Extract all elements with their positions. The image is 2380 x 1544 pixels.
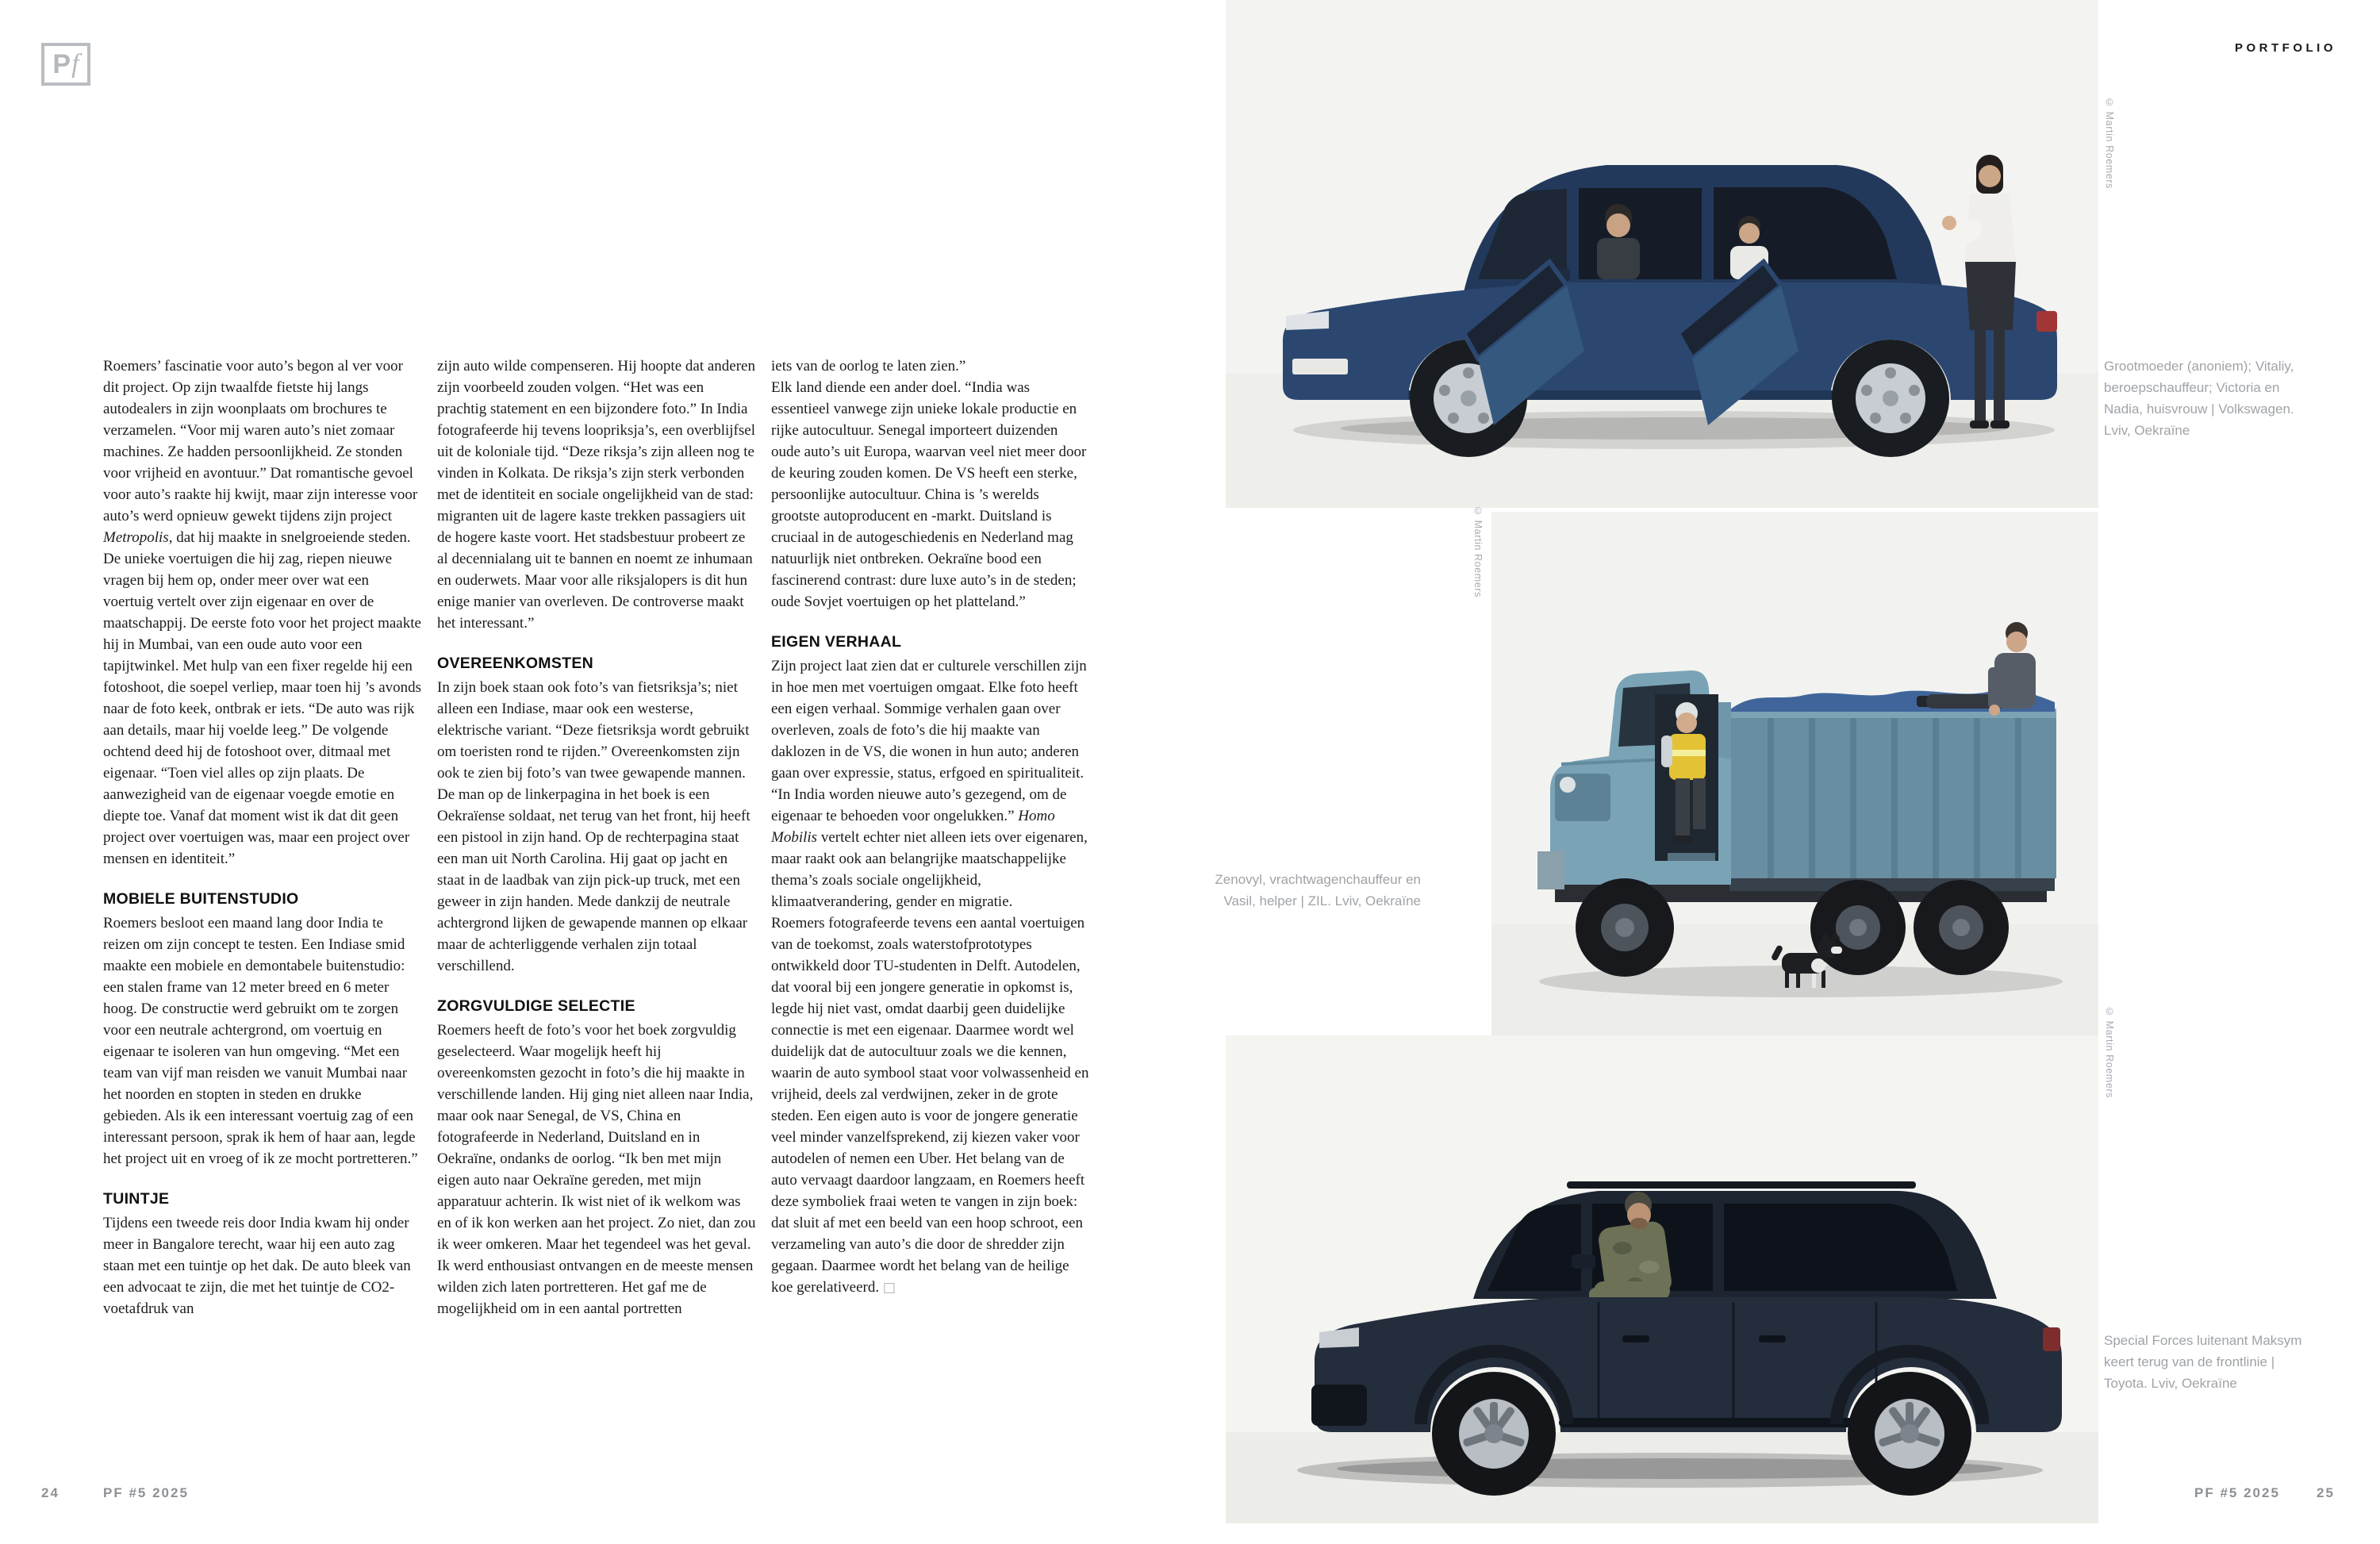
paragraph-text: , dat hij maakte in snelgroeiende steden. De unieke voertuigen die hij zag, riepen nieuwe vragen bij hem op, onder meer over wat een voertuig vertelt over zijn eigenaar en over de maatschappij. De eerste foto voor het project maakte hij in Mumbai, van een oude auto voor een tapijtwinkel. Met hulp van een fixer regelde hij een fotoshoot, die soepel verliep, maar toen hij ’s avonds naar de foto keek, ontbrak er iets. “De auto was rijk aan details, maar hij voelde leeg.” De volgende ochtend deed hij de fotoshoot over, ditmaal met eigenaar. “Toen viel alles op zijn plaats. De aanwezigheid van de eigenaar voegde emotie en diepte toe. Vanaf dat moment wist ik dat dit geen project over voertuigen was, maar een project over mensen en identiteit.” [103,529,422,867]
caption-line: Nadia, huisvrouw | Volkswagen. [2104,401,2294,417]
body-paragraph: Elk land diende een ander doel. “India was essentieel vanwege zijn unieke lokale productie en rijke autocultuur. Senegal importeert duizenden oude auto’s uit Europa, waarvan veel niet meer door de keuring zouden komen. De VS heeft een sterke, persoonlijke autocultuur. China is ’s werelds grootste autoproducent en -markt. Duitsland is cruciaal in de autogeschiedenis en Nederland mag natuurlijk niet ontbreken. Oekraïne bood een fascinerend contrast: dure luxe auto’s in de steden; oude Sovjet voertuigen op het platteland.” [771,379,1087,610]
front-bumper [1537,851,1564,889]
logo-letter-p: P [52,49,71,79]
caption-line: Toyota. Lviv, Oekraïne [2104,1376,2237,1391]
front-bumper [1311,1385,1367,1426]
volkswagen-illustration [1226,0,2098,508]
paragraph-text: Roemers’ fascinatie voor auto’s begon al ver voor dit project. Op zijn twaalfde fietste hij langs autodealers in zijn woonplaats om brochures te verzamelen. “Voor mij waren auto’s niet zomaar machines. Ze hadden persoonlijkheid. Ze stonden voor vrijheid en avontuur.” Dat romantische gevoel voor auto’s raakte hij kwijt, maar zijn interesse voor auto’s werd opnieuw gewekt tijdens zijn project [103,358,418,524]
italic-title-metropolis: Metropolis [103,529,169,546]
front-wheel [1576,878,1674,977]
caption-line: Zenovyl, vrachtwagenchauffeur en [1215,872,1421,887]
subhead-eigen-verhaal: EIGEN VERHAAL [771,633,902,651]
paragraph-text: Roemers fotografeerde tevens een aantal voertuigen van de toekomst, zoals waterstofprototypes ontwikkeld door TU-studenten in Delft. Autodelen, dat vooral bij een jongere generatie in opkomst is, legde hij niet vast, omdat daarbij geen duidelijke connectie is met een eigenaar. Daarmee wordt wel duidelijk dat de autocultuur zoals we die kennen, waarin de auto symbool staat voor volwassenheid en vrijheid, deels zal verdwijnen, zeker in de grote steden. Een eigen auto is voor de jongere generatie veel minder vanzelfsprekend, zij kiezen vaker voor autodelen of nemen een Uber. Het belang van de auto vervaagt daardoor langzaam, en Roemers heeft deze symboliek fraai weten te vangen in zijn boek: dat sluit af met een beeld van een hoop schroot, een verzameling van auto’s die door de shredder zijn gegaan. Daarmee wordt het belang van de heilige koe gerelativeerd. [771,915,1089,1296]
door-handle [1622,1335,1649,1342]
article-column-1 [103,355,422,1319]
body-paragraph [103,355,422,870]
cab-step [1668,853,1715,861]
subhead-overeenkomsten: OVEREENKOMSTEN [437,655,594,672]
paragraph-text: vertelt echter niet alleen iets over eigenaren, maar raakt ook aan belangrijke maatschappelijke thema’s zoals sociale ongelijkheid, klimaatverandering, gender en migratie. [771,829,1088,910]
dump-bed [1726,689,2056,891]
toyota-suv-illustration [1226,1035,2098,1523]
page-number-right: 25 [2317,1485,2335,1500]
photo-zil-truck [1491,512,2098,1035]
caption-line: keert terug van de frontlinie | [2104,1354,2275,1369]
caption-line: Lviv, Oekraïne [2104,423,2190,438]
article-column-2 [437,355,756,1319]
rear-wheel [1832,340,1949,457]
body-paragraph: zijn auto wilde compenseren. Hij hoopte dat anderen zijn voorbeeld zouden volgen. “Het was een prachtig statement en een bijzondere foto.” In India fotografeerde hij tevens loopriksja’s, een overblijfsel uit de koloniale tijd. “Deze riksja’s zijn alleen nog te vinden in Kolkata. De riksja’s zijn sterk verbonden met de identiteit en sociale ongelijkheid van de stad: migranten uit de lagere kaste trekken passagiers uit de hogere kaste voort. Het stadsbestuur probeert ze al decennialang uit te bannen en noemt ze inhumaan en ouderwets. Maar voor alle riksjalopers is dit hun enige manier van overleven. De controverse maakt het interessant.” [437,358,755,632]
photo-credit: © Martin Roemers [2104,97,2115,189]
caption-line: Grootmoeder (anoniem); Vitaliy, [2104,359,2294,374]
paragraph-text: Zijn project laat zien dat er culturele verschillen zijn in hoe men met voertuigen omgaat. Elke foto heeft een eigen verhaal. Sommige verhalen gaan over overleven, zoals de foto’s die hij maakte van daklozen in de VS, die wonen in hun auto; anderen gaan over expressie, status, erfgoed en spiritualiteit. “In India worden nieuwe auto’s gezegend, om de eigenaar te behoeden voor ongelukken.” [771,658,1087,824]
rear-wheel [1848,1372,1971,1496]
photo-volkswagen-family [1226,0,2098,508]
page-number-left: 24 [41,1485,60,1500]
issue-label-left: PF #5 2025 [103,1485,189,1500]
article-column-3 [771,355,1090,1299]
section-label: PORTFOLIO [2235,41,2336,55]
caption-line: Special Forces luitenant Maksym [2104,1333,2302,1348]
license-plate [1292,359,1348,374]
side-step [1559,1418,1860,1427]
body-paragraph: Roemers heeft de foto’s voor het boek zorgvuldig geselecteerd. Waar mogelijk heeft hij overeenkomsten gezocht in foto’s die hij maakte in verschillende landen. Hij ging niet alleen naar India, maar ook naar Senegal, de VS, China en fotografeerde in Nederland, Duitsland en in Oekraïne, ondanks de oorlog. “Ik ben met mijn eigen auto naar Oekraïne gereden, met mijn apparatuur achterin. Ik wist niet of ik welkom was en of ik kon werken aan het project. Zo niet, dan zou ik weer omkeren. Maar het tegendeel was het geval. Ik werd enthousiast ontvangen en de meeste mensen wilden zich laten portretteren. Het gaf me de mogelijkheid om in een aantal portretten [437,1022,756,1317]
body-paragraph: iets van de oorlog te laten zien.” [771,358,966,374]
roof-rails [1567,1181,1916,1189]
photo-caption-toyota [2104,1330,2318,1394]
body-paragraph [771,655,1090,912]
taillight [2036,311,2057,332]
zil-truck-illustration [1491,512,2098,1035]
body-paragraph [771,912,1090,1299]
caption-line: beroepschauffeur; Victoria en [2104,380,2280,395]
issue-label-right: PF #5 2025 [2194,1485,2280,1500]
body-paragraph: Roemers besloot een maand lang door India te reizen om zijn concept te testen. Een Indiase smid maakte een mobiele en demontabele buitenstudio: een stalen frame van 12 meter breed en 6 meter hoog. De constructie werd gebruikt om te zorgen voor een neutrale achtergrond, om voertuig en eigenaar te isoleren van hun omgeving. “Met een team van vijf man reisden we vanuit Mumbai naar het noorden en stopten in steden en drukke gebieden. Als ik een interessant voertuig zag of een interessant persoon, sprak ik hem of haar aan, legde het project uit en vroeg of ik ze mocht portretteren.” [103,915,418,1167]
subhead-zorgvuldige-selectie: ZORGVULDIGE SELECTIE [437,997,635,1015]
italic-title-homo-mobilis: Homo Mobilis [771,808,1055,846]
pf-logo [41,43,90,86]
photo-credit: © Martin Roemers [1472,505,1484,597]
logo-letter-f: f [71,49,79,79]
headlight [1560,777,1576,793]
article-end-mark: □ [882,1280,896,1296]
door-handle [1759,1335,1786,1342]
photo-toyota-soldier [1226,1035,2098,1523]
caption-line: Vasil, helper | ZIL. Lviv, Oekraïne [1223,893,1421,908]
photo-credit: © Martin Roemers [2104,1006,2115,1098]
body-paragraph: Tijdens een tweede reis door India kwam hij onder meer in Bangalore terecht, waar hij een auto zag staan met een tuintje op het dak. De auto bleek van een advocaat te zijn, die met het tuintje de CO2-voetafdruk van [103,1215,411,1317]
photo-caption-volkswagen [2104,355,2318,441]
subhead-mobiele-buitenstudio: MOBIELE BUITENSTUDIO [103,890,299,908]
subhead-tuintje: TUINTJE [103,1190,170,1208]
front-wheel [1432,1372,1556,1496]
body-paragraph: In zijn boek staan ook foto’s van fietsriksja’s; niet alleen een Indiase, maar ook een westerse, elektrische variant. “Deze fietsriksja wordt gebruikt om toeristen rond te rijden.” Overeenkomsten zijn ook te zien bij foto’s van twee gewapende mannen. De man op de linkerpagina in het boek is een Oekraïense soldaat, net terug van het front, hij heeft een pistool in zijn hand. Op de rechterpagina staat een man uit North Carolina. Hij gaat op jacht en staat in de laadbak van zijn pick-up truck, met een geweer in zijn handen. Mede dankzij de neutrale achtergrond lijken de gewapende mannen op elkaar maar de achterliggende verhalen zijn totaal verschillend. [437,679,750,974]
side-mirror [1572,1254,1595,1269]
photo-caption-zil [1183,869,1421,912]
taillight [2043,1327,2060,1351]
